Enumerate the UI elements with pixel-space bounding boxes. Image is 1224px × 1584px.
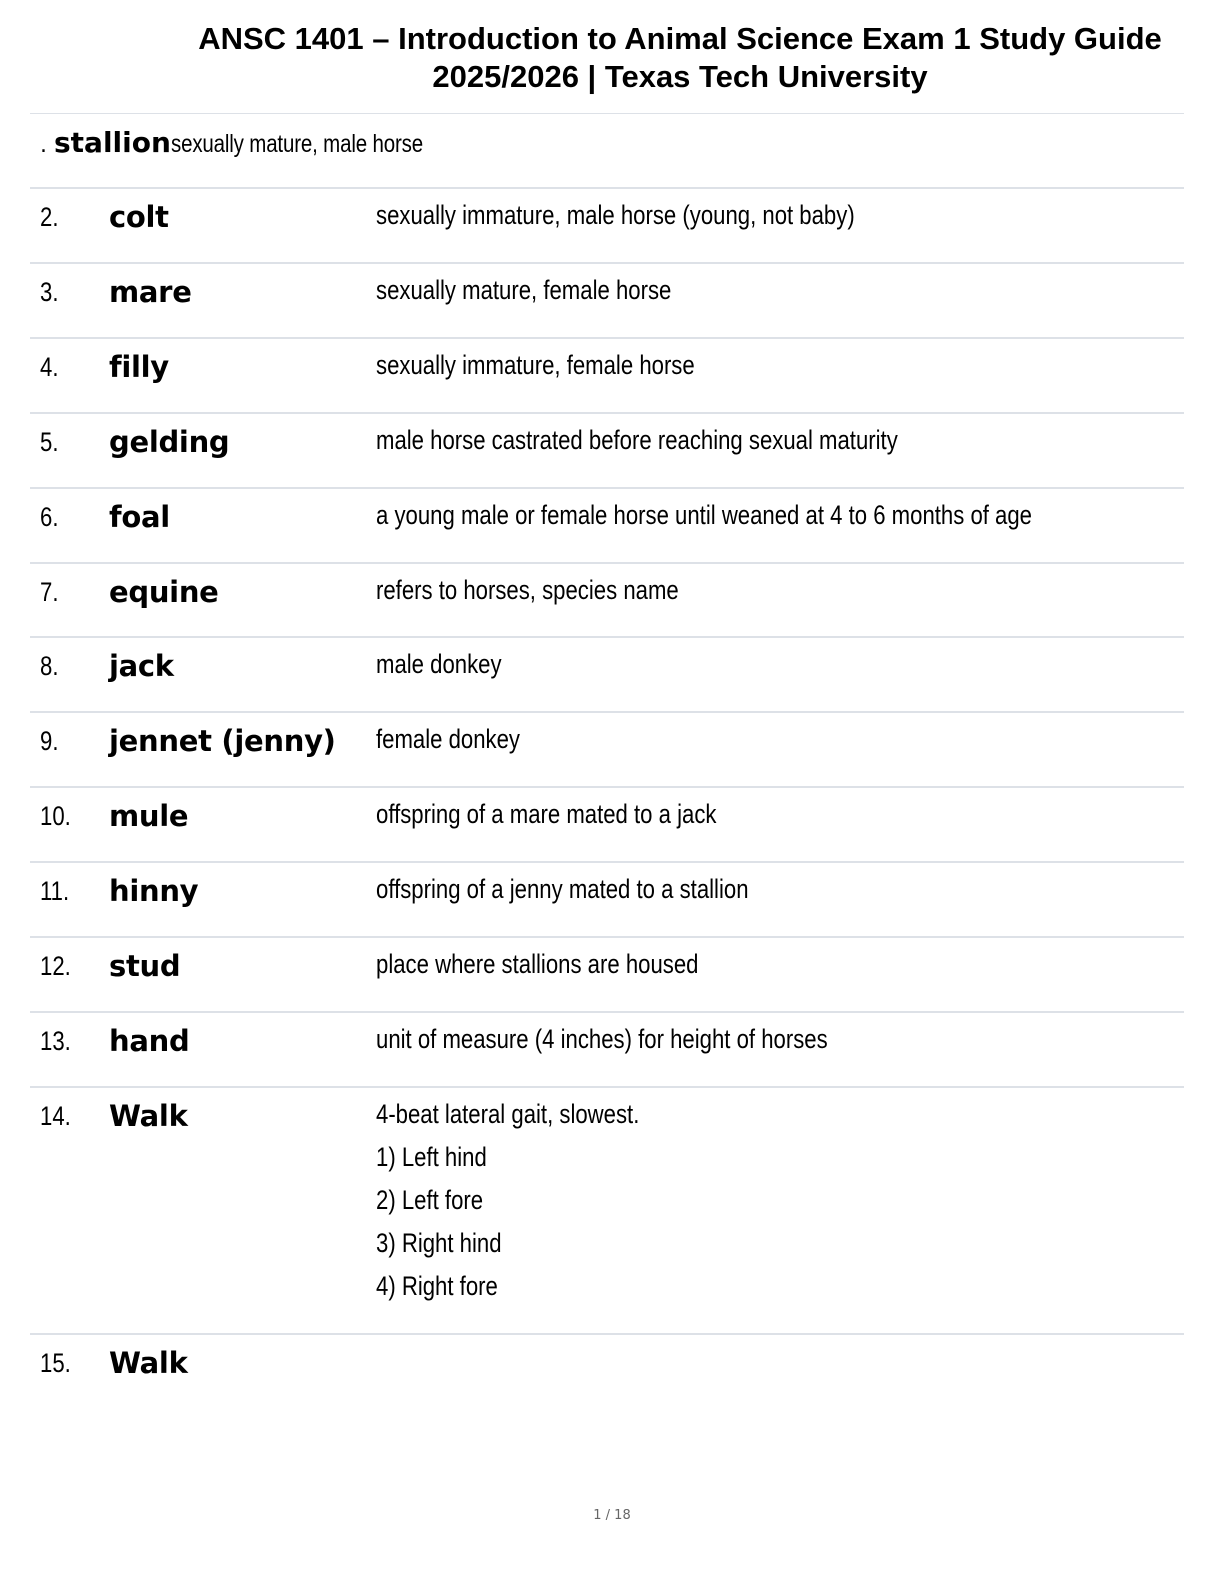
row-divider [30,936,1184,938]
definition-line: sexually immature, male horse (young, not baby) [376,200,855,230]
entry-term: mare [109,274,192,309]
definition-line: female donkey [376,724,520,755]
entry-term: stud [109,949,181,983]
entry-term: mule [109,799,189,834]
row-divider [30,562,1184,564]
definition-line: offspring of a jenny mated to a stallion [376,874,749,905]
entry-term: hinny [109,874,199,909]
row-divider [30,636,1184,638]
definition-line: 1) Left hind [376,1141,487,1172]
entry-term: equine [109,574,219,609]
row-divider [30,861,1184,863]
entry-definition [376,943,698,986]
entry-term: hand [109,1023,190,1058]
entry-number: 14. [40,1100,71,1131]
title-divider [30,113,1184,114]
row-divider [30,1086,1184,1088]
row-divider [30,711,1184,713]
entry-number: 6. [40,501,59,532]
entry-term: colt [109,200,169,234]
definition-line: place where stallions are housed [376,949,699,979]
entry-definition [376,344,695,387]
row-divider [30,262,1184,264]
row-divider [30,187,1184,189]
entry-number: 7. [40,576,59,607]
entry-term: Walk [109,1098,188,1133]
entry-row-1 [40,126,478,159]
definition-line: 4) Right fore [376,1270,498,1301]
entry-number: 10. [40,801,71,832]
row-divider [30,1011,1184,1013]
document-title: ANSC 1401 – Introduction to Animal Science Exam 1 Study Guide 2025/2026 | Texas Tech University [198,21,1162,94]
entry-definition [376,569,679,612]
entry-number: 13. [40,1025,71,1056]
entry-number: 3. [40,276,59,307]
entry-definition: sexually mature, male horse [170,130,423,158]
entry-definition [376,269,671,312]
entry-definition [376,194,855,237]
entry-number: 12. [40,951,71,981]
entry-term: jack [109,649,174,684]
row-divider [30,412,1184,414]
row-divider [30,1333,1184,1335]
entry-number: 9. [40,726,59,757]
entry-definition [376,419,898,462]
definition-line: sexually mature, female horse [376,274,672,305]
definition-line: refers to horses, species name [376,574,679,605]
entry-term: Walk [109,1345,188,1380]
definition-line: offspring of a mare mated to a jack [376,799,717,830]
definition-line: a young male or female horse until weaned at 4 to 6 months of age [376,499,1032,530]
entry-number: 15. [40,1347,71,1378]
entry-definition [376,1018,828,1061]
entry-definition [376,494,1032,537]
definition-line: male horse castrated before reaching sexual maturity [376,424,898,455]
entry-term: foal [109,499,170,534]
definition-line: 2) Left fore [376,1184,484,1215]
page-indicator: 1 / 18 [593,1508,631,1523]
entry-definition [376,643,502,686]
entry-definition [376,868,749,911]
row-divider [30,786,1184,788]
row-divider [30,337,1184,339]
entry-definition [376,793,716,836]
definition-line: 4-beat lateral gait, slowest. [376,1098,640,1129]
row-divider [30,487,1184,489]
definition-line: male donkey [376,649,502,680]
entry-definition [376,1093,639,1308]
entry-number: . [40,133,54,158]
entry-number: 5. [40,426,59,457]
entry-term: gelding [109,424,230,459]
entry-term: jennet (jenny) [109,724,336,759]
entry-definition [376,718,520,761]
definition-line: sexually immature, female horse [376,349,695,380]
entry-number: 4. [40,351,59,382]
entry-term: stallion [54,126,171,159]
entry-number: 8. [40,651,59,682]
definition-line: unit of measure (4 inches) for height of horses [376,1023,828,1054]
entry-term: filly [109,349,169,384]
entry-number: 11. [40,876,70,907]
entry-number: 2. [40,202,59,232]
definition-line: 3) Right hind [376,1227,502,1258]
